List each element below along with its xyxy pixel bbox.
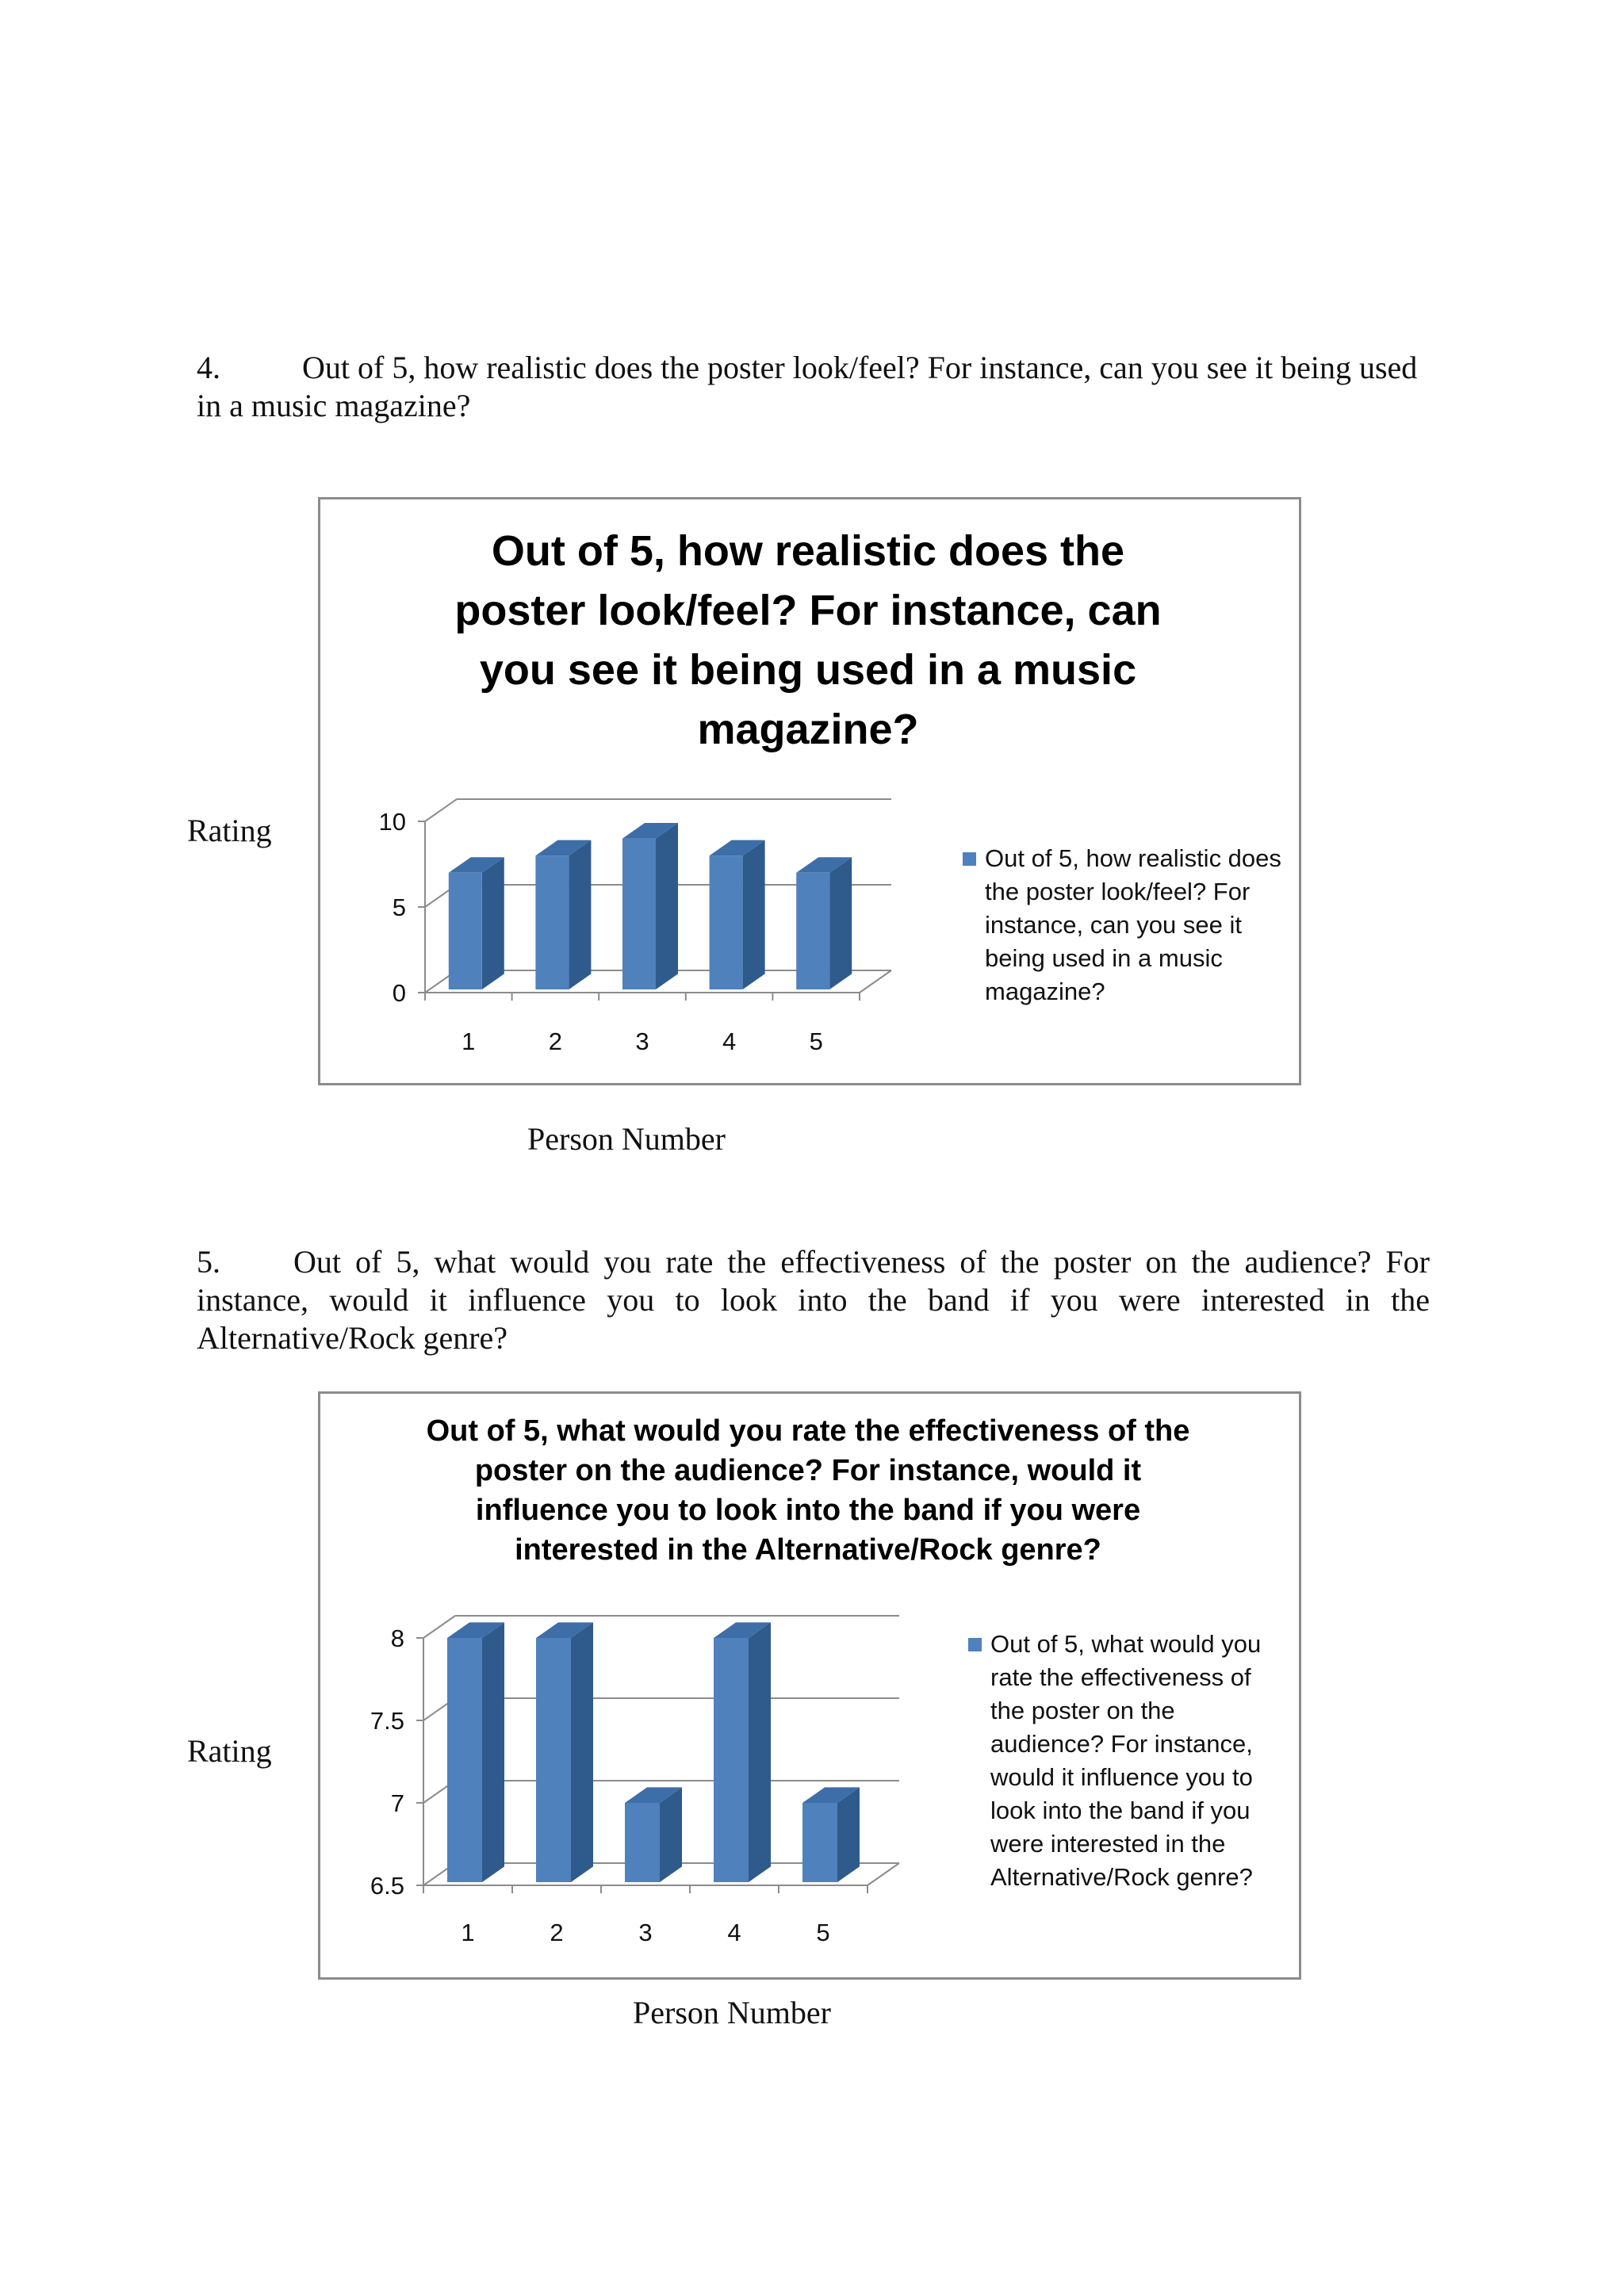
chart-effectiveness	[318, 1391, 1301, 1980]
chart-title: Out of 5, what would you rate the effectiveness of the poster on the audience? For instance, would it influence you to look into the band if you were interested in the Alternative/Rock genre?	[426, 1414, 1190, 1567]
bar	[535, 855, 569, 989]
y-axis-label-rating: Rating	[187, 1733, 272, 1769]
question-5-number: 5.	[197, 1244, 220, 1280]
floor-edge	[868, 1863, 899, 1885]
gridline-side	[425, 799, 457, 821]
legend-label: Out of 5, what would you rate the effectiveness of the poster on the audience? For instance, would it influence you to look into the band if you were interested in the Alternative/Rock genre?	[990, 1630, 1262, 1891]
question-4-number: 4.	[197, 350, 220, 385]
bar	[449, 873, 482, 989]
chart-title: Out of 5, how realistic does the poster look/feel? For instance, can you see it being used in a music magazine?	[454, 527, 1162, 753]
legend	[963, 842, 1288, 1008]
y-tick-label: 10	[378, 808, 406, 836]
legend	[968, 1628, 1289, 1894]
y-tick-label: 0	[392, 979, 406, 1007]
gridline-side	[423, 1616, 455, 1638]
bar-side	[571, 1622, 593, 1882]
bar	[796, 873, 829, 989]
bar-side	[569, 840, 591, 989]
bar	[536, 1638, 571, 1882]
x-tick-label: 1	[462, 1027, 476, 1055]
y-tick-label: 7.5	[370, 1707, 404, 1735]
bar	[622, 839, 656, 989]
bar	[802, 1803, 837, 1882]
question-5-text: Out of 5, what would you rate the effectiveness of the poster on the audience? For instance, would it influence you to look into the band if you were interested in the Alternative/Rock genre?	[197, 1244, 1430, 1356]
bar-side	[482, 857, 504, 989]
x-tick-label: 1	[461, 1919, 475, 1946]
x-tick-label: 3	[638, 1919, 653, 1946]
y-tick-label: 5	[392, 894, 406, 921]
bar-side	[829, 857, 852, 989]
bar	[447, 1638, 482, 1882]
legend-swatch	[963, 852, 976, 866]
y-axis-label-rating: Rating	[187, 813, 272, 848]
y-tick-label: 8	[390, 1624, 404, 1652]
x-tick-label: 4	[727, 1919, 741, 1946]
y-tick-label: 7	[390, 1789, 404, 1817]
x-axis-label-person-number: Person Number	[633, 1995, 831, 2030]
question-5	[197, 1243, 1430, 1357]
bar-side	[660, 1787, 682, 1882]
x-tick-label: 2	[548, 1027, 563, 1055]
question-4-text: Out of 5, how realistic does the poster look/feel? For instance, can you see it being used in a music magazine?	[197, 350, 1418, 423]
bar	[710, 855, 743, 989]
x-tick-label: 2	[550, 1919, 564, 1946]
bar-side	[482, 1622, 504, 1882]
bar	[714, 1638, 749, 1882]
chart-realism	[318, 497, 1301, 1085]
x-tick-label: 4	[722, 1027, 737, 1055]
legend-label: Out of 5, how realistic does the poster look/feel? For instance, can you see it being used in a music magazine?	[985, 844, 1281, 1005]
bar-side	[837, 1787, 860, 1882]
y-tick-label: 6.5	[370, 1872, 404, 1900]
question-4	[197, 349, 1430, 425]
x-tick-label: 5	[816, 1919, 830, 1946]
bar-side	[749, 1622, 771, 1882]
floor-edge	[860, 970, 891, 993]
bar-side	[656, 823, 678, 989]
x-axis-label-person-number: Person Number	[527, 1121, 726, 1157]
legend-swatch	[968, 1638, 982, 1651]
bar-side	[743, 840, 765, 989]
x-tick-label: 3	[635, 1027, 649, 1055]
bar	[625, 1803, 660, 1882]
x-tick-label: 5	[809, 1027, 823, 1055]
